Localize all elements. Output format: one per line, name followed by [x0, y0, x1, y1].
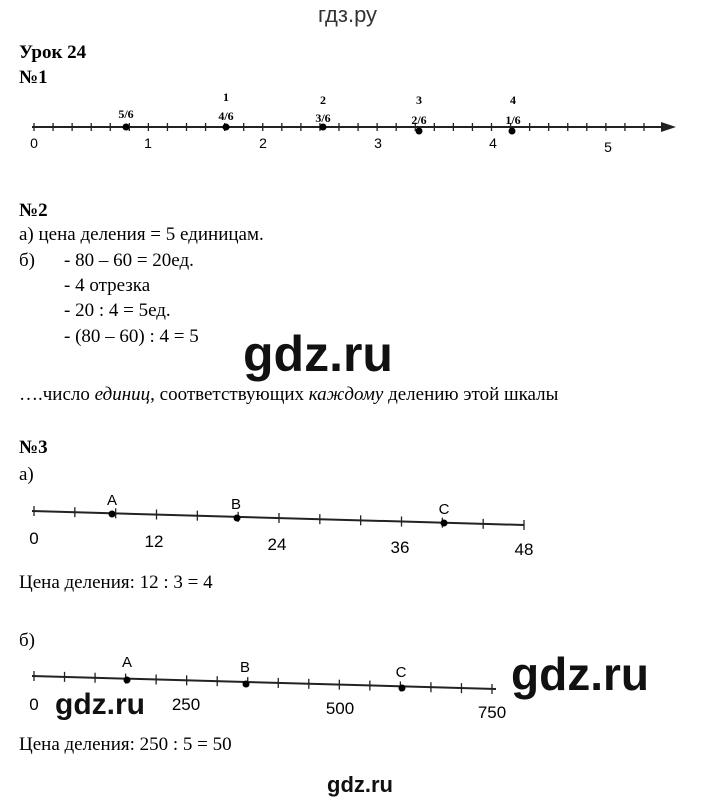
watermark-top: гдз.ру: [318, 2, 378, 27]
task1-axis-number: 3: [374, 135, 382, 151]
task3a-point-label: B: [230, 496, 242, 513]
task3b-point: [399, 685, 406, 692]
task2-note-emphasis: единиц: [94, 384, 151, 405]
task3a-axis-number: 24: [267, 535, 287, 554]
task1-axis-number: 4: [489, 135, 497, 151]
task1-axis-number: 1: [144, 135, 152, 151]
task3a-axis-number: 12: [144, 532, 164, 551]
task3b-point-label: A: [121, 654, 133, 671]
task3a-point-label: A: [106, 492, 118, 509]
task1-point-fraction: 5/6: [118, 107, 134, 121]
watermark-middle: gdz.ru: [243, 326, 393, 382]
task3a-price: Цена деления: 12 : 3 = 4: [19, 572, 213, 593]
task1-point-fraction: 2/6: [411, 113, 427, 127]
task3-heading: №3: [19, 437, 48, 458]
task3a-axis-number: 36: [390, 538, 410, 557]
task3a-point: [441, 520, 448, 527]
task1-point-fraction: 3/6: [315, 111, 331, 125]
watermark-footer: gdz.ru: [327, 772, 393, 797]
task2-b-line: - 4 отрезка: [64, 275, 151, 296]
task2-b-line: - (80 – 60) : 4 = 5: [64, 326, 199, 347]
task3b-point: [124, 677, 131, 684]
task2-b-line: - 80 – 60 = 20ед.: [64, 250, 194, 271]
task3a-point: [234, 515, 241, 522]
task2-note-text: делению этой шкалы: [383, 384, 559, 405]
lesson-title: Урок 24: [19, 42, 87, 63]
task3a-point-label: C: [438, 501, 450, 518]
task1-heading: №1: [19, 67, 48, 88]
task3a-point: [109, 511, 116, 518]
task3b-axis-number: 500: [325, 699, 355, 718]
watermark-right: gdz.ru: [511, 648, 649, 700]
task3b-price: Цена деления: 250 : 5 = 50: [19, 734, 232, 755]
task2-part-a: а) цена деления = 5 единицам.: [19, 224, 264, 245]
task2-note-emphasis: каждому: [308, 384, 384, 405]
task2-note-text: ….число: [19, 384, 95, 405]
task1-point-number: 4: [510, 93, 516, 107]
task1-point-number: 3: [416, 93, 422, 107]
task1-point-number: 1: [223, 90, 229, 104]
task2-part-b-label: б): [19, 250, 35, 271]
task1-point-fraction: 1/6: [505, 113, 521, 127]
task3b-axis-number: 0: [29, 695, 39, 714]
task3b-point: [243, 681, 250, 688]
task1-axis-number: 2: [259, 135, 267, 151]
task1-point-number: 2: [320, 93, 326, 107]
task2-heading: №2: [19, 200, 48, 221]
task1-axis-number: 5: [604, 139, 612, 155]
task3a-axis-number: 48: [514, 540, 534, 559]
task3b-point-label: C: [395, 664, 407, 681]
task3b-axis-number: 750: [477, 703, 507, 722]
task3a-axis-number: 0: [29, 529, 39, 548]
task3-part-a-label: а): [19, 464, 34, 485]
task2-b-line: - 20 : 4 = 5ед.: [64, 300, 171, 321]
task3a-axis-line: [32, 511, 524, 525]
task3-part-b-label: б): [19, 630, 35, 651]
task1-axis-number: 0: [30, 135, 38, 151]
task1-point-fraction: 4/6: [218, 109, 234, 123]
watermark-left: gdz.ru: [52, 688, 148, 722]
task3b-point-label: B: [239, 659, 251, 676]
task3b-axis-number: 250: [171, 695, 201, 714]
task2-note-text: , соответствующих: [150, 384, 309, 405]
